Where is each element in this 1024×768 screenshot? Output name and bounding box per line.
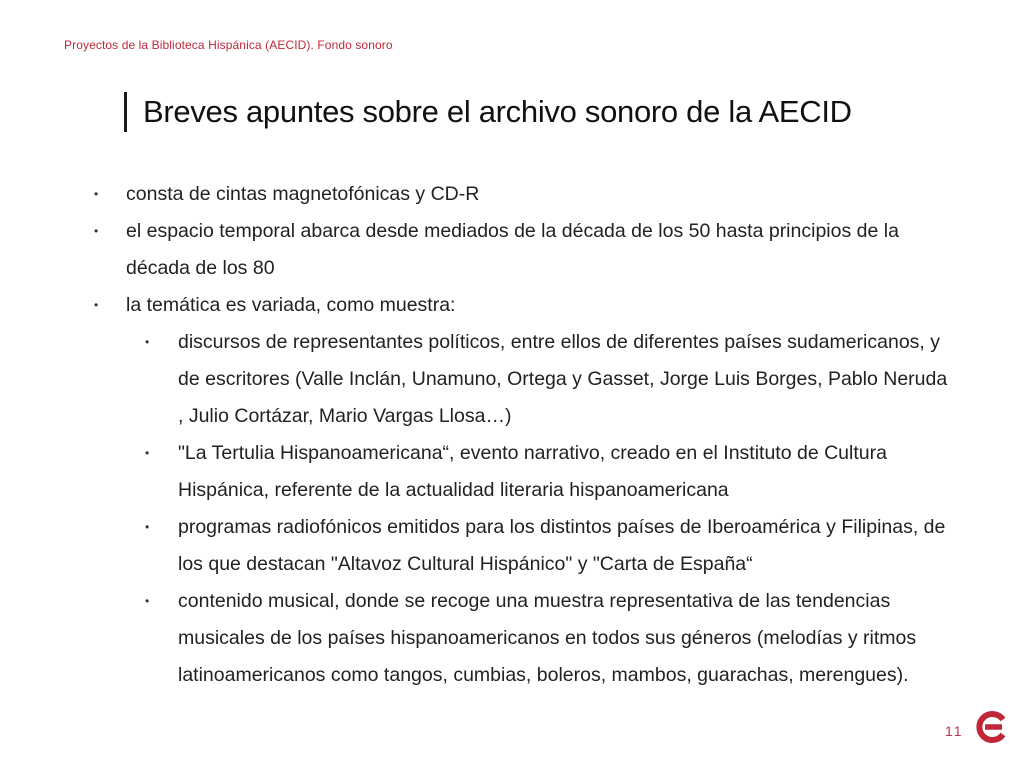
aecid-logo-icon [974, 710, 1008, 744]
list-item-text: el espacio temporal abarca desde mediados de la década de los 50 hasta principios de la década de los 80 [126, 220, 899, 279]
page-number: 11 [945, 723, 964, 739]
sub-list-item [0, 509, 954, 583]
bullet-icon: • [145, 520, 150, 534]
sub-list-item-text: contenido musical, donde se recoge una muestra representativa de las tendencias musicales de los países hispanoamericanos en todos sus géneros (melodías y ritmos latinoamericanos como tangos, cumbias, boleros, mambos, guarachas, merengues). [178, 590, 917, 686]
list-item [0, 213, 946, 287]
list-item-text: consta de cintas magnetofónicas y CD-R [126, 183, 480, 205]
sub-list-item-text: discursos de representantes políticos, entre ellos de diferentes países sudamericanos, y de escritores (Valle Inclán, Unamuno, Ortega y Gasset, Jorge Luis Borges, Pablo Neruda , Julio Cortázar, Mario Vargas Llosa…) [178, 331, 948, 427]
sub-list-item [0, 435, 954, 509]
bullet-icon: • [145, 335, 150, 349]
bullet-icon: • [145, 446, 150, 460]
bullet-icon: • [94, 187, 99, 201]
bullet-list [0, 176, 1024, 694]
slide-header: Proyectos de la Biblioteca Hispánica (AECID). Fondo sonoro [64, 38, 393, 52]
bullet-icon: • [94, 224, 99, 238]
bullet-icon: • [94, 298, 99, 312]
sub-list-item [0, 583, 954, 694]
sub-list-item-text: "La Tertulia Hispanoamericana“, evento narrativo, creado en el Instituto de Cultura Hispánica, referente de la actualidad literaria hispanoamericana [178, 442, 887, 501]
list-item [0, 176, 946, 213]
sub-list-item [0, 324, 954, 435]
slide-title: Breves apuntes sobre el archivo sonoro de la AECID [143, 94, 852, 129]
title-accent-bar [124, 92, 127, 132]
list-item-text: la temática es variada, como muestra: [126, 294, 456, 316]
bullet-icon: • [145, 594, 150, 608]
sub-list-item-text: programas radiofónicos emitidos para los distintos países de Iberoamérica y Filipinas, de los que destacan "Altavoz Cultural Hispánico" y "Carta de España“ [178, 516, 946, 575]
list-item [0, 287, 946, 324]
